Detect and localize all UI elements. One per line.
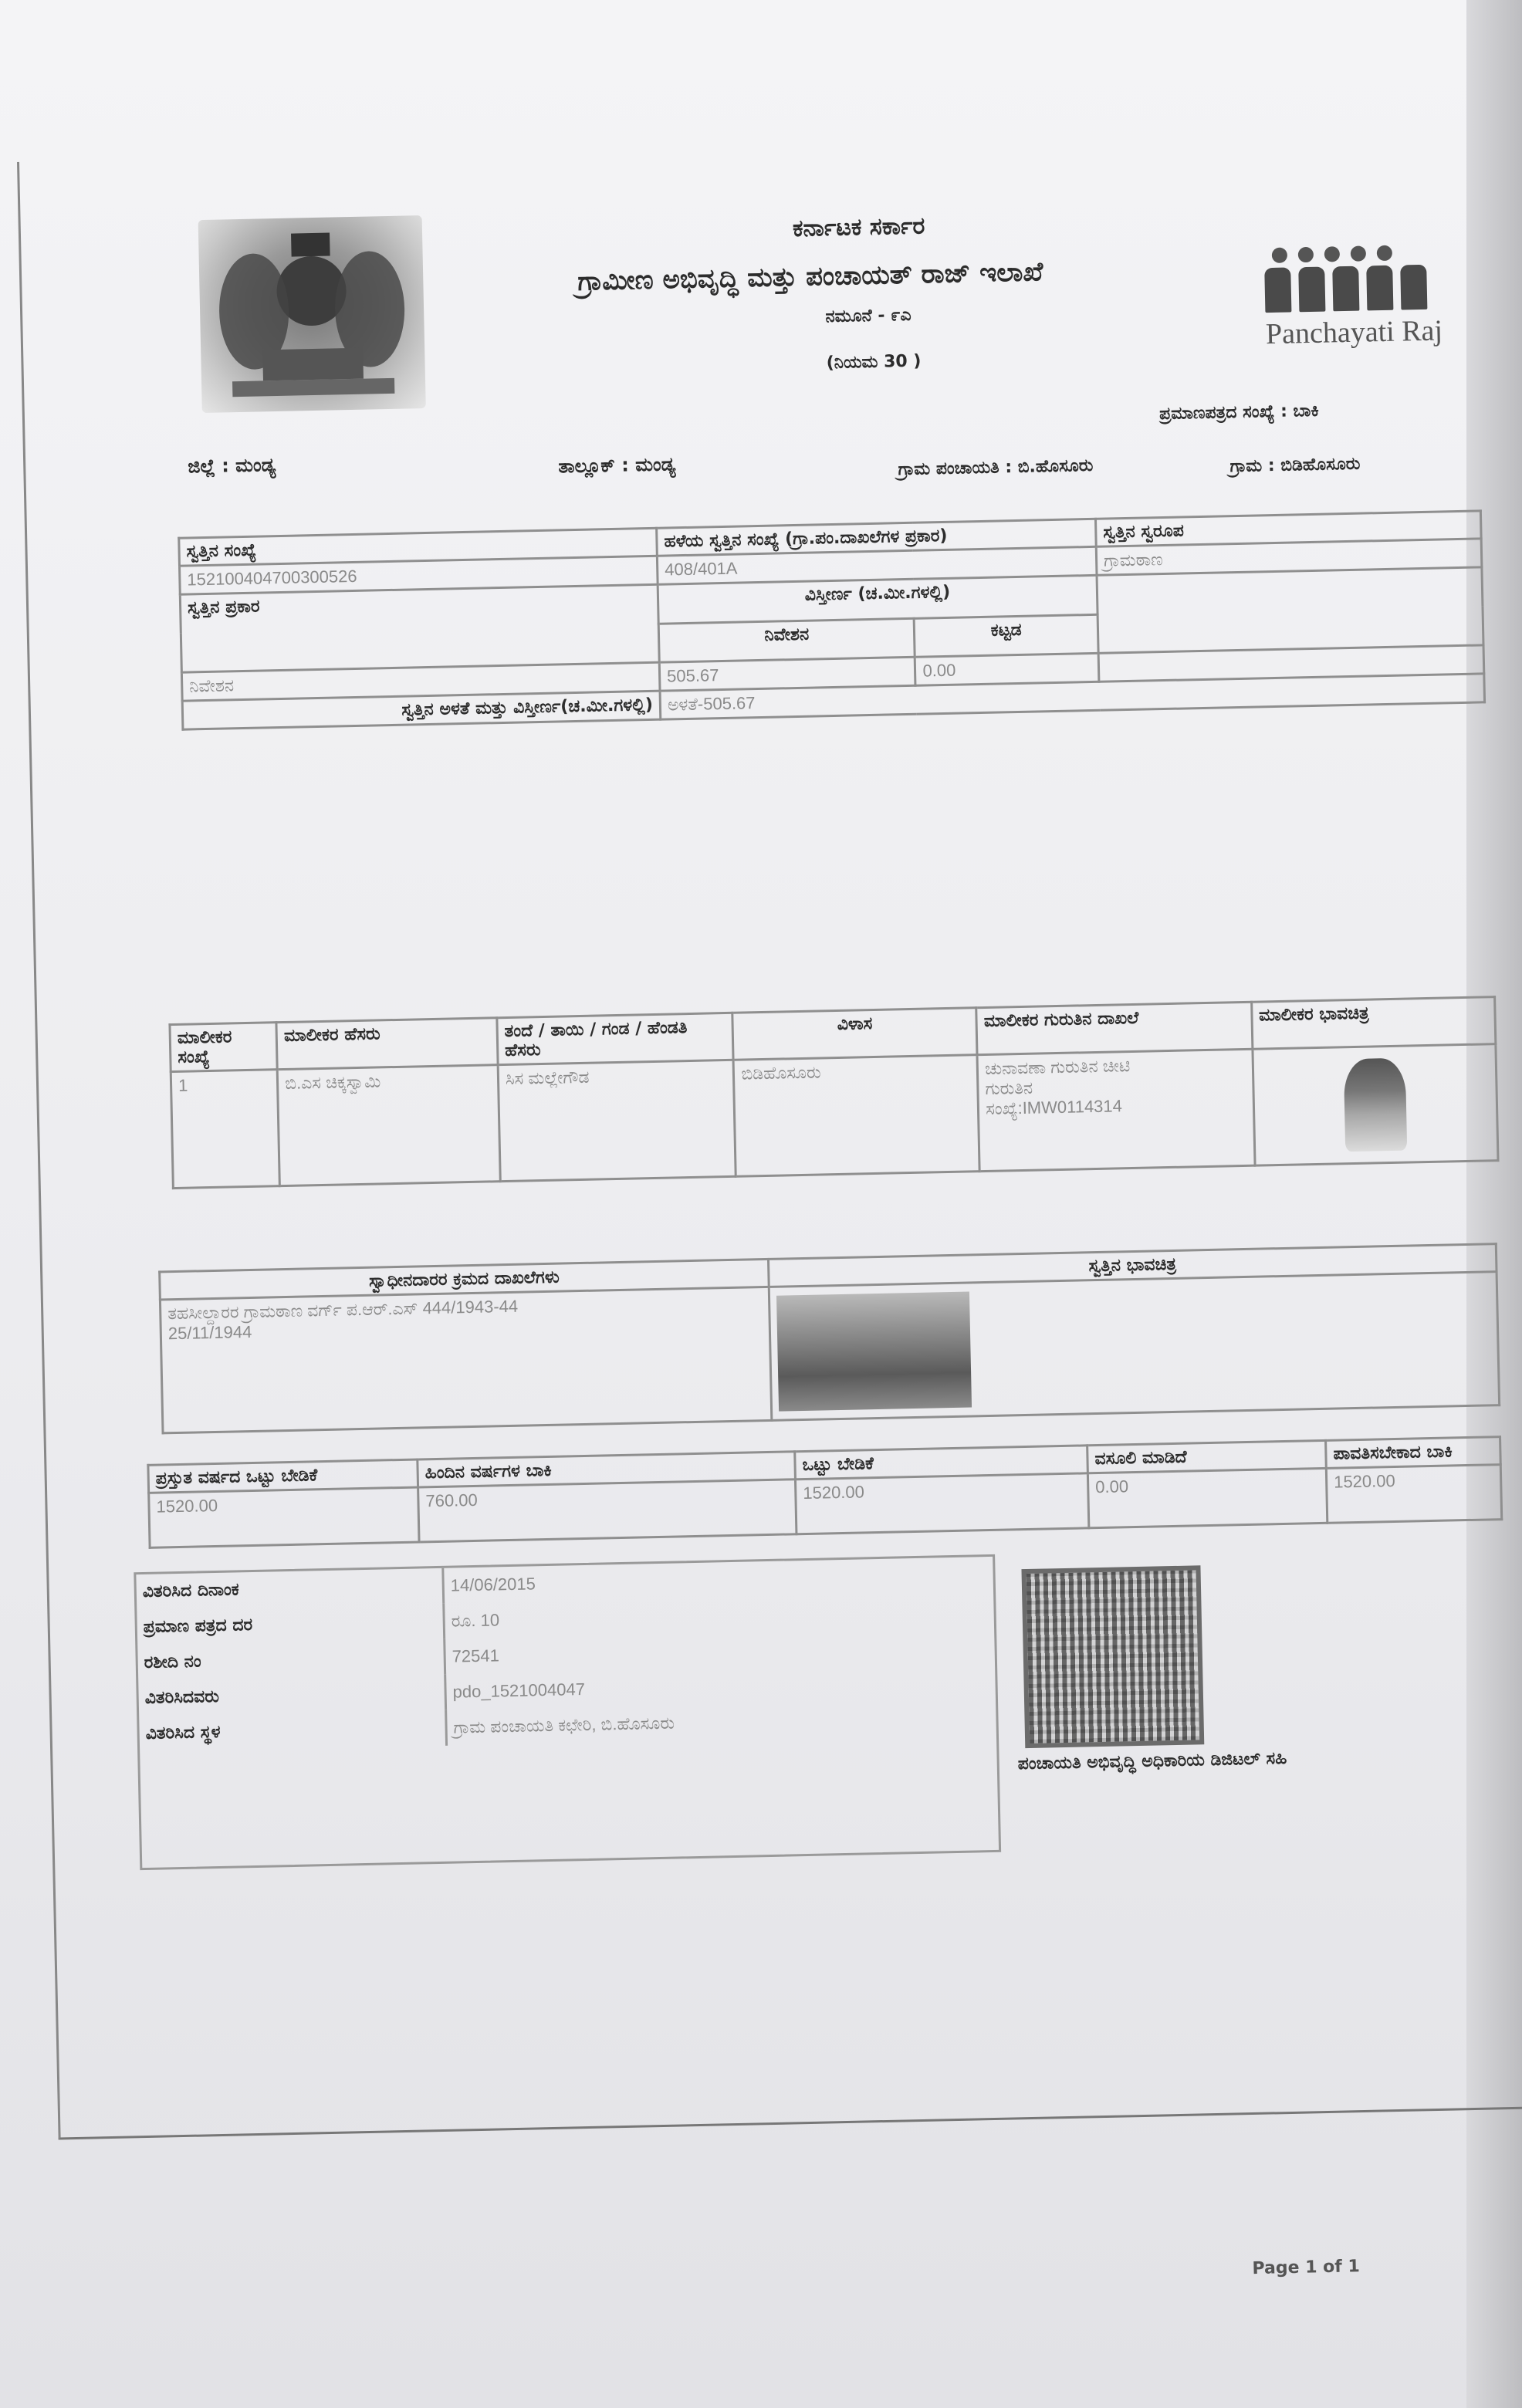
tax-value: 1520.00 <box>795 1473 1088 1534</box>
tax-value: 1520.00 <box>1326 1465 1501 1524</box>
ownership-doc-table <box>158 1243 1500 1434</box>
tax-table <box>147 1436 1503 1549</box>
owners-table <box>168 996 1499 1189</box>
issue-value: 72541 <box>452 1645 500 1666</box>
taluk-label: ತಾಲ್ಲೂಕ್ : ಮಂಡ್ಯ <box>558 453 676 478</box>
owner-id-cell <box>977 1049 1254 1171</box>
tax-value: 1520.00 <box>149 1487 419 1547</box>
issue-label: ಪ್ರಮಾಣ ಪತ್ರದ ದರ <box>137 1604 444 1645</box>
property-id-value: 152100404700300526 <box>180 556 658 594</box>
building-area-value: 0.00 <box>915 653 1099 685</box>
tax-header: ಪಾವತಿಸಬೇಕಾದ ಬಾಕಿ <box>1326 1437 1501 1469</box>
owner-name-header: ಮಾಲೀಕರ ಹೆಸರು <box>276 1018 498 1070</box>
property-id-label: ಸ್ವತ್ತಿನ ಸಂಖ್ಯೆ <box>179 528 658 566</box>
dims-label: ಸ್ವತ್ತಿನ ಅಳತೆ ಮತ್ತು ವಿಸ್ತೀರ್ಣ(ಚ.ಮೀ.ಗಳಲ್ಲಿ) <box>182 691 661 729</box>
district-label: ಜಿಲ್ಲೆ : ಮಂಡ್ಯ <box>188 454 276 478</box>
property-type-label: ಸ್ವತ್ತಿನ ಸ್ವರೂಪ <box>1095 511 1481 546</box>
certificate-document <box>17 131 1522 2279</box>
ownership-doc-text: ತಹಸೀಲ್ದಾರರ ಗ್ರಾಮಠಾಣ ವರ್ಗ್ ಪ.ಆರ್.ಎಸ್ 444/1943-44 <box>167 1296 519 1324</box>
rule-number: (ನಿಯಮ 30 ) <box>826 351 922 374</box>
ownership-doc-date: 25/11/1944 <box>167 1321 252 1344</box>
old-property-id-value: 408/401A <box>657 546 1097 584</box>
issue-value: pdo_1521004047 <box>452 1679 586 1702</box>
certificate-number: ಪ್ರಮಾಣಪತ್ರದ ಸಂಖ್ಯೆ : ಬಾಕಿ <box>1158 401 1319 424</box>
digital-signature-caption: ಪಂಚಾಯತಿ ಅಭಿವೃದ್ಧಿ ಅಧಿಕಾರಿಯ ಡಿಜಿಟಲ್ ಸಹಿ <box>1017 1748 1287 1774</box>
blank-cell <box>1097 567 1483 653</box>
panchayat-label: ಗ್ರಾಮ ಪಂಚಾಯತಿ : ಬಿ.ಹೊಸೂರು <box>898 455 1094 480</box>
tax-header: ಪ್ರಸ್ತುತ ವರ್ಷದ ಒಟ್ಟು ಬೇಡಿಕೆ <box>148 1459 418 1493</box>
govt-title: ಕರ್ನಾಟಕ ಸರ್ಕಾರ <box>792 212 925 242</box>
issue-label: ವಿತರಿಸಿದ ದಿನಾಂಕ <box>136 1568 443 1610</box>
property-photo <box>776 1291 972 1411</box>
issue-box <box>134 1554 1001 1870</box>
property-type-value: ಗ್ರಾಮಠಾಣ <box>1096 539 1482 575</box>
ownership-doc-label: ಸ್ವಾಧೀನದಾರರ ಕ್ರಮದ ದಾಖಲೆಗಳು <box>160 1259 769 1300</box>
old-property-id-label: ಹಳೆಯ ಸ್ವತ್ತಿನ ಸಂಖ್ಯೆ (ಗ್ರಾ.ಪಂ.ದಾಖಲೆಗಳ ಪ್ರಕಾರ) <box>657 519 1097 556</box>
village-label: ಗ್ರಾಮ : ಬಿಡಿಹೊಸೂರು <box>1229 454 1361 477</box>
department-title: ಗ್ರಾಮೀಣ ಅಭಿವೃದ್ಧಿ ಮತ್ತು ಪಂಚಾಯತ್ ರಾಜ್ ಇಲಾಖೆ <box>577 256 1043 297</box>
owner-photo-cell <box>1252 1044 1498 1166</box>
site-label: ನಿವೇಶನ <box>658 618 915 662</box>
ownership-doc-cell <box>160 1287 771 1432</box>
owner-photo <box>1343 1058 1406 1152</box>
owner-id-header: ಮಾಲೀಕರ ಗುರುತಿನ ದಾಖಲೆ <box>976 1002 1253 1054</box>
owner-photo-header: ಮಾಲೀಕರ ಭಾವಚಿತ್ರ <box>1251 997 1496 1050</box>
building-label: ಕಟ್ಟಡ <box>915 614 1099 657</box>
issue-label: ವಿತರಿಸಿದವರು <box>138 1675 445 1716</box>
tax-value: 760.00 <box>418 1480 797 1542</box>
tax-header: ವಸೂಲಿ ಮಾಡಿದೆ <box>1087 1440 1327 1473</box>
form-number: ನಮೂನೆ - ೯ಎ <box>825 305 912 327</box>
owner-address-header: ವಿಳಾಸ <box>732 1008 977 1060</box>
tax-header: ಒಟ್ಟು ಬೇಡಿಕೆ <box>795 1446 1088 1480</box>
owner-id-line: ಚುನಾವಣಾ ಗುರುತಿನ ಚೀಟಿ <box>984 1056 1131 1078</box>
owner-id-line: ಸಂಖ್ಯೆ:IMW0114314 <box>985 1096 1123 1118</box>
issue-label: ವಿತರಿಸಿದ ಸ್ಥಳ <box>139 1710 446 1752</box>
qr-code-icon <box>1021 1565 1204 1748</box>
issue-label: ರಶೀದಿ ನಂ <box>137 1639 445 1681</box>
site-area-value: 505.67 <box>659 657 915 691</box>
issue-value: ರೂ. 10 <box>451 1610 500 1631</box>
property-kind-label: ಸ್ವತ್ತಿನ ಪ್ರಕಾರ <box>180 584 659 672</box>
karnataka-emblem-icon <box>198 215 426 413</box>
owner-address: ಬಿಡಿಹೊಸೂರು <box>734 1055 980 1177</box>
property-kind-value: ನಿವೇಶನ <box>181 662 660 701</box>
owner-name: ಬಿ.ಎಸ ಚಿಕ್ಕಸ್ವಾಮಿ <box>277 1065 500 1186</box>
property-photo-cell <box>769 1272 1499 1421</box>
dims-value: ಅಳತೆ-505.67 <box>660 674 1485 719</box>
tax-header: ಹಿಂದಿನ ವರ್ಷಗಳ ಬಾಕಿ <box>418 1452 796 1487</box>
property-photo-label: ಸ್ವತ್ತಿನ ಭಾವಚಿತ್ರ <box>768 1244 1497 1287</box>
owner-id-line: ಗುರುತಿನ <box>985 1077 1033 1098</box>
owner-no: 1 <box>171 1070 279 1189</box>
owner-relation-header: ತಂದೆ / ತಾಯಿ / ಗಂಡ / ಹೆಂಡತಿ ಹೆಸರು <box>497 1013 734 1064</box>
area-label: ವಿಸ್ತೀರ್ಣ (ಚ.ಮೀ.ಗಳಲ್ಲಿ) <box>658 575 1098 623</box>
owner-no-header: ಮಾಲೀಕರ ಸಂಖ್ಯೆ <box>170 1023 277 1072</box>
owner-relation: ಸಿಸ ಮಲ್ಲೇಗೌಡ <box>498 1060 736 1181</box>
issue-value: 14/06/2015 <box>450 1574 536 1595</box>
page-number: Page 1 of 1 <box>1252 2257 1361 2279</box>
panchayati-raj-logo: Panchayati Raj <box>1264 243 1490 379</box>
property-table <box>178 509 1486 730</box>
tax-value: 0.00 <box>1087 1468 1327 1527</box>
issue-value: ಗ್ರಾಮ ಪಂಚಾಯತಿ ಕಛೇರಿ, ಬಿ.ಹೊಸೂರು <box>453 1713 675 1737</box>
